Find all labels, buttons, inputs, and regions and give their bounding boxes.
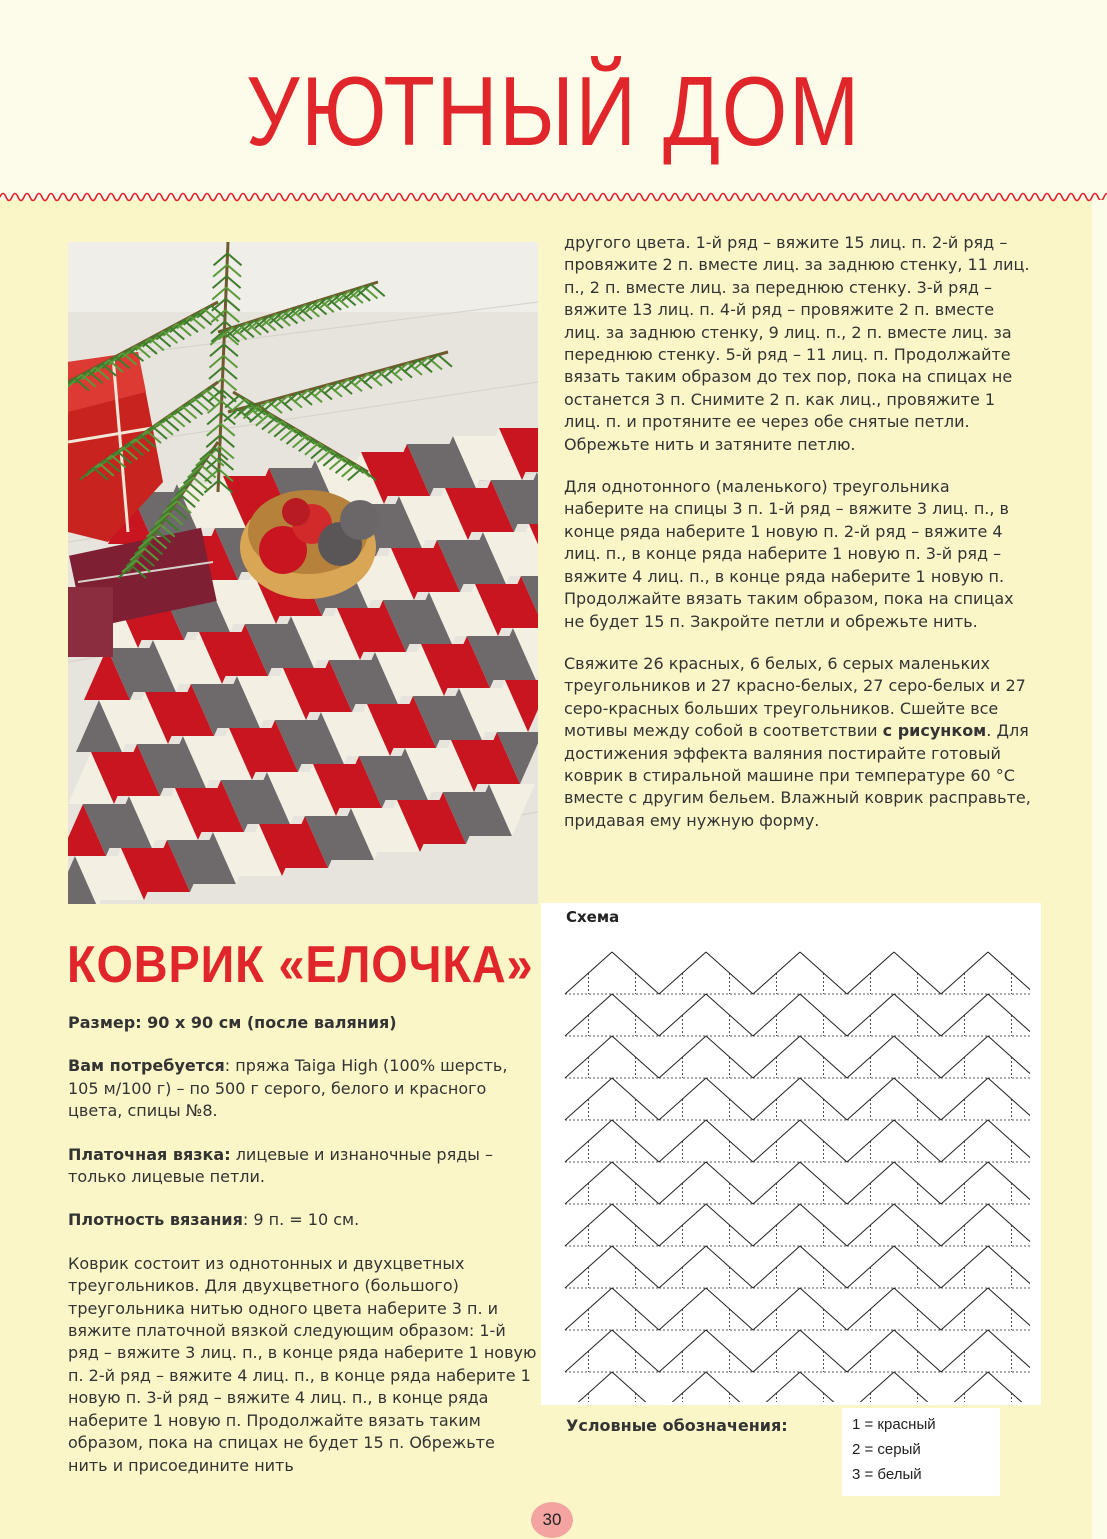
wavy-divider xyxy=(0,186,1107,208)
size-line xyxy=(68,1012,538,1034)
legend-item-gray: 2 = серый xyxy=(852,1441,921,1458)
edge-strip xyxy=(1092,200,1107,1539)
legend-item-white: 3 = белый xyxy=(852,1466,922,1483)
materials-line xyxy=(68,1055,538,1122)
scheme-label: Схема xyxy=(566,908,620,926)
right-paragraph-3-b: . Для достижения эффекта валяния постирайте готовый коврик в стиральной машине при температуре 60 °С вместе с другим бельем. Влажный коврик расправьте, придавая ему нужную форму. xyxy=(564,721,1031,830)
left-column xyxy=(68,1012,538,1498)
section-title: УЮТНЫЙ ДОМ xyxy=(246,56,861,166)
gauge-line xyxy=(68,1209,538,1231)
scheme-diagram xyxy=(560,932,1030,1402)
rug-photo xyxy=(68,242,538,904)
stitch-text: лицевые и изнаночные ряды – только лицевые петли. xyxy=(68,1144,493,1187)
stitch-label: Платочная вязка: xyxy=(68,1144,231,1164)
project-title: КОВРИК «ЕЛОЧКА» xyxy=(67,936,534,994)
right-paragraph-3 xyxy=(564,653,1034,832)
size-text: Размер: 90 х 90 см (после валяния) xyxy=(68,1013,397,1032)
legend-title: Условные обозначения: xyxy=(566,1416,788,1435)
legend-item-red: 1 = красный xyxy=(852,1416,936,1433)
right-paragraph-2: Для однотонного (маленького) треугольника наберите на спицы 3 п. 1-й ряд – вяжите 3 лиц. п., в конце ряда наберите 1 новую п. 2-й ряд – вяжите 4 лиц. п., в конце ряда наберите 1 новую п. 3-й ряд – вяжите 4 лиц. п., в конце ряда наберите 1 новую п. Продолжайте вязать таким образом, пока на спицах не будет 15 п. Закройте петли и обрежьте нить. xyxy=(564,477,1014,631)
right-column xyxy=(564,232,1034,852)
materials-text: : пряжа Taiga High (100% шерсть, 105 м/100 г) – по 500 г серого, белого и красного цвета, спицы №8. xyxy=(68,1056,508,1121)
materials-label: Вам потребуется xyxy=(68,1056,225,1076)
gauge-label: Плотность вязания xyxy=(68,1210,243,1230)
scheme-lines xyxy=(565,952,1030,1402)
stitch-line xyxy=(68,1144,538,1189)
right-paragraph-3-bold: с рисунком xyxy=(882,721,987,741)
right-paragraph-3-a: Свяжите 26 красных, 6 белых, 6 серых маленьких треугольников и 27 красно-белых, 27 серо-белых и 27 серо-красных больших треугольников. Сшейте все мотивы между собой в соответствии xyxy=(564,653,1026,741)
intro-paragraph: Коврик состоит из однотонных и двухцветных треугольников. Для двухцветного (большого) треугольника нитью одного цвета наберите 3 п. и вяжите платочной вязкой следующим образом: 1-й ряд – вяжите 3 лиц. п., в конце ряда наберите 1 новую п. 2-й ряд – вяжите 4 лиц. п., в конце ряда наберите 1 новую п. 3-й ряд – вяжите 4 лиц. п., в конце ряда наберите 1 новую п. Продолжайте вязать таким образом, пока на спицах не будет 15 п. Обрежьте нить и присоедините нить xyxy=(68,1253,537,1475)
page-number: 30 xyxy=(531,1502,573,1538)
right-paragraph-1: другого цвета. 1-й ряд – вяжите 15 лиц. п. 2-й ряд – провяжите 2 п. вместе лиц. за заднюю стенку, 11 лиц. п., 2 п. вместе лиц. за переднюю стенку. 3-й ряд – вяжите 13 лиц. п. 4-й ряд – провяжите 2 п. вместе лиц. за заднюю стенку, 9 лиц. п., 2 п. вместе лиц. за переднюю стенку. 5-й ряд – 11 лиц. п. Продолжайте вязать таким образом до тех пор, пока на спицах не останется 3 п. Снимите 2 п. как лиц., провяжите 1 лиц. п. и протяните ее через обе снятые петли. Обрежьте нить и затяните петлю. xyxy=(564,233,1030,454)
gauge-text: : 9 п. = 10 см. xyxy=(242,1210,360,1230)
